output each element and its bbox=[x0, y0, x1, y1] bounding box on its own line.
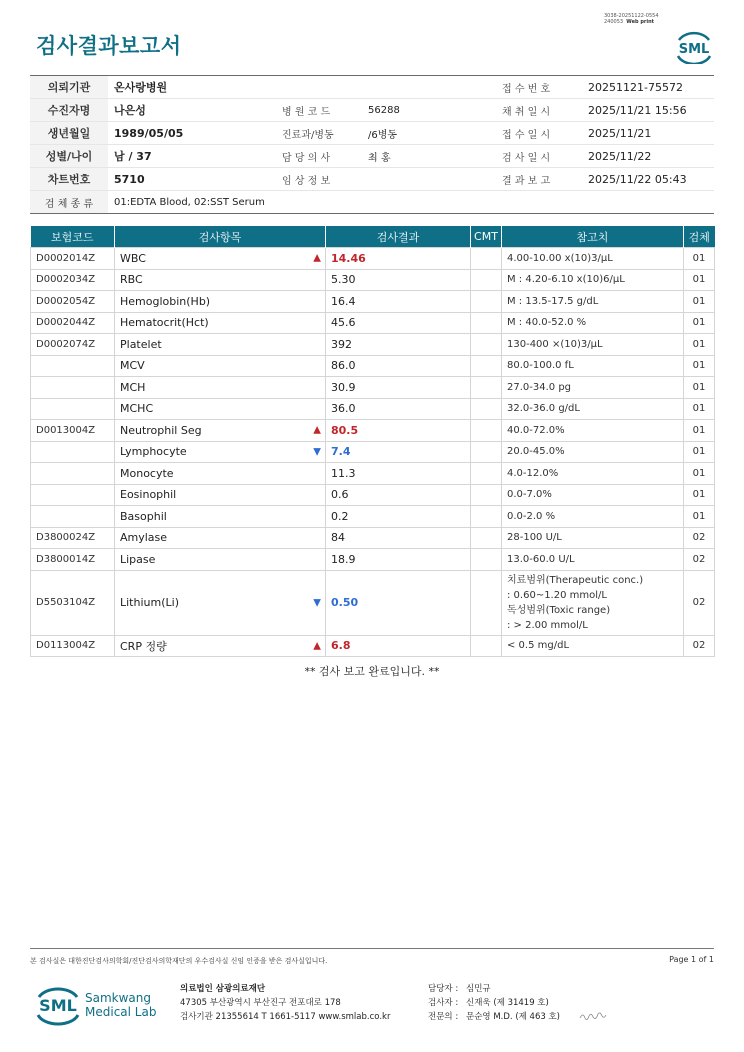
staff-name: 문순영 M.D. (제 463 호) bbox=[466, 1012, 561, 1022]
info-label: 의뢰기관 bbox=[30, 76, 108, 99]
info-value bbox=[362, 76, 494, 99]
info-label: 차트번호 bbox=[30, 168, 108, 191]
insurance-code bbox=[31, 355, 115, 377]
high-flag-icon: ▲ bbox=[313, 252, 321, 264]
specimen-code: 02 bbox=[684, 549, 715, 571]
reference-range: M : 40.0-52.0 % bbox=[502, 312, 684, 334]
staff-name: 심민규 bbox=[466, 984, 491, 994]
patient-info-table bbox=[30, 75, 714, 214]
cmt-cell bbox=[471, 506, 502, 528]
reference-range: M : 4.20-6.10 x(10)6/µL bbox=[502, 269, 684, 291]
reference-line: 치료범위(Therapeutic conc.) bbox=[507, 574, 644, 586]
info-row bbox=[30, 168, 714, 191]
reference-range: 0.0-2.0 % bbox=[502, 506, 684, 528]
info-row bbox=[30, 76, 714, 99]
info-value: 최 홍 bbox=[362, 145, 494, 168]
cmt-cell bbox=[471, 291, 502, 313]
insurance-code bbox=[31, 398, 115, 420]
completion-note: ** 검사 보고 완료입니다. ** bbox=[304, 665, 440, 678]
column-header: 보험코드 bbox=[31, 226, 115, 248]
test-item-name: MCH bbox=[120, 380, 146, 394]
insurance-code: D0002034Z bbox=[31, 269, 115, 291]
cmt-cell bbox=[471, 635, 502, 657]
info-label: 접 수 일 시 bbox=[494, 122, 582, 145]
info-row bbox=[30, 122, 714, 145]
samkwang-logo-icon bbox=[36, 980, 158, 1026]
page-title: 검사결과보고서 bbox=[36, 34, 182, 58]
org-info bbox=[180, 982, 390, 1024]
table-row bbox=[31, 377, 715, 399]
table-row bbox=[31, 463, 715, 485]
info-label: 임 상 정 보 bbox=[274, 168, 362, 191]
info-value: 2025/11/21 bbox=[582, 122, 714, 145]
reference-range: < 0.5 mg/dL bbox=[502, 635, 684, 657]
cmt-cell bbox=[471, 549, 502, 571]
table-row bbox=[31, 420, 715, 442]
test-item-name: MCHC bbox=[120, 402, 154, 416]
column-header: 검사결과 bbox=[326, 226, 471, 248]
specimen-code: 01 bbox=[684, 506, 715, 528]
certification-note: 본 검사실은 대한진단검사의학회/진단검사의학재단의 우수검사실 신임 인증을 받은 검사실입니다. bbox=[30, 957, 328, 965]
logo-top-text: SML bbox=[678, 42, 710, 57]
test-item-name: Monocyte bbox=[120, 466, 174, 480]
info-label bbox=[274, 76, 362, 99]
test-item-name: Hemoglobin(Hb) bbox=[120, 294, 211, 308]
staff-line bbox=[428, 996, 560, 1010]
test-result: 7.4 bbox=[326, 441, 471, 463]
cmt-cell bbox=[471, 398, 502, 420]
test-item bbox=[115, 506, 326, 528]
test-item-name: Lithium(Li) bbox=[120, 596, 179, 609]
insurance-code: D0002044Z bbox=[31, 312, 115, 334]
info-label: 결 과 보 고 bbox=[494, 168, 582, 191]
specimen-label: 검 체 종 류 bbox=[30, 191, 108, 214]
table-row bbox=[31, 269, 715, 291]
insurance-code: D3800014Z bbox=[31, 549, 115, 571]
page-number: Page 1 of 1 bbox=[669, 955, 714, 964]
insurance-code bbox=[31, 463, 115, 485]
test-item bbox=[115, 248, 326, 270]
org-address: 47305 부산광역시 부산진구 전포대로 178 bbox=[180, 998, 341, 1008]
test-result: 0.50 bbox=[326, 570, 471, 635]
info-label: 생년월일 bbox=[30, 122, 108, 145]
reference-range: 28-100 U/L bbox=[502, 527, 684, 549]
table-row bbox=[31, 312, 715, 334]
cmt-cell bbox=[471, 269, 502, 291]
info-value: 2025/11/22 bbox=[582, 145, 714, 168]
info-value: 2025/11/22 05:43 bbox=[582, 168, 714, 191]
insurance-code: D3800024Z bbox=[31, 527, 115, 549]
test-item bbox=[115, 398, 326, 420]
specimen-code: 01 bbox=[684, 248, 715, 270]
info-label: 채 취 일 시 bbox=[494, 99, 582, 122]
info-label: 진료과/병동 bbox=[274, 122, 362, 145]
info-row bbox=[30, 145, 714, 168]
test-item bbox=[115, 549, 326, 571]
specimen-row bbox=[30, 191, 714, 214]
test-item-name: Lipase bbox=[120, 552, 156, 566]
specimen-code: 01 bbox=[684, 441, 715, 463]
specimen-value: 01:EDTA Blood, 02:SST Serum bbox=[108, 191, 714, 214]
test-result: 0.6 bbox=[326, 484, 471, 506]
test-item-name: Amylase bbox=[120, 531, 168, 545]
insurance-code bbox=[31, 506, 115, 528]
table-row bbox=[31, 441, 715, 463]
staff-role: 담당자 : bbox=[428, 984, 459, 994]
insurance-code bbox=[31, 441, 115, 463]
staff-name: 신재욱 (제 31419 호) bbox=[466, 998, 549, 1008]
cmt-cell bbox=[471, 570, 502, 635]
test-item-name: WBC bbox=[120, 251, 146, 265]
table-row bbox=[31, 334, 715, 356]
table-row bbox=[31, 291, 715, 313]
specimen-code: 01 bbox=[684, 377, 715, 399]
org-name: 의료법인 삼광의료재단 bbox=[180, 984, 266, 994]
specimen-code: 02 bbox=[684, 635, 715, 657]
test-item-name: Hematocrit(Hct) bbox=[120, 316, 209, 330]
insurance-code: D0113004Z bbox=[31, 635, 115, 657]
info-value: 56288 bbox=[362, 99, 494, 122]
cmt-cell bbox=[471, 420, 502, 442]
test-item bbox=[115, 570, 326, 635]
test-result: 80.5 bbox=[326, 420, 471, 442]
table-row bbox=[31, 398, 715, 420]
table-row bbox=[31, 527, 715, 549]
info-value: 나은성 bbox=[108, 99, 274, 122]
table-row bbox=[31, 506, 715, 528]
staff-role: 검사자 : bbox=[428, 998, 459, 1008]
column-header: 참고치 bbox=[502, 226, 684, 248]
test-result: 86.0 bbox=[326, 355, 471, 377]
specimen-code: 01 bbox=[684, 312, 715, 334]
test-item bbox=[115, 269, 326, 291]
test-result: 18.9 bbox=[326, 549, 471, 571]
table-row bbox=[31, 484, 715, 506]
org-contact: 검사기관 21355614 T 1661-5117 www.smlab.co.kr bbox=[180, 1012, 391, 1022]
reference-line: : 0.60~1.20 mmol/L bbox=[507, 589, 607, 601]
print-id-line1: 3038-20251122-0554 bbox=[604, 13, 659, 19]
specimen-code: 01 bbox=[684, 398, 715, 420]
info-value: 남 / 37 bbox=[108, 145, 274, 168]
staff-line bbox=[428, 1010, 560, 1024]
test-item bbox=[115, 355, 326, 377]
specimen-code: 02 bbox=[684, 527, 715, 549]
test-item bbox=[115, 334, 326, 356]
high-flag-icon: ▲ bbox=[313, 424, 321, 436]
sml-logo-icon bbox=[674, 26, 714, 64]
test-item bbox=[115, 312, 326, 334]
info-value: 2025/11/21 15:56 bbox=[582, 99, 714, 122]
test-result: 392 bbox=[326, 334, 471, 356]
result-table bbox=[30, 226, 715, 657]
logo-foot-text: SML bbox=[39, 996, 77, 1015]
test-item-name: CRP 정량 bbox=[120, 639, 167, 653]
specimen-code: 01 bbox=[684, 420, 715, 442]
test-item-name: Eosinophil bbox=[120, 488, 177, 502]
info-label: 병 원 코 드 bbox=[274, 99, 362, 122]
table-row bbox=[31, 549, 715, 571]
test-item-name: Neutrophil Seg bbox=[120, 423, 202, 437]
cmt-cell bbox=[471, 484, 502, 506]
column-header: 검체 bbox=[684, 226, 715, 248]
specimen-code: 01 bbox=[684, 291, 715, 313]
cmt-cell bbox=[471, 463, 502, 485]
test-result: 5.30 bbox=[326, 269, 471, 291]
signature-icon bbox=[578, 1010, 608, 1022]
staff-role: 전문의 : bbox=[428, 1012, 459, 1022]
insurance-code: D0013004Z bbox=[31, 420, 115, 442]
specimen-code: 02 bbox=[684, 570, 715, 635]
test-item bbox=[115, 441, 326, 463]
specimen-code: 01 bbox=[684, 355, 715, 377]
test-result: 45.6 bbox=[326, 312, 471, 334]
insurance-code bbox=[31, 484, 115, 506]
test-result: 30.9 bbox=[326, 377, 471, 399]
specimen-code: 01 bbox=[684, 484, 715, 506]
test-item bbox=[115, 377, 326, 399]
logo-line1: Samkwang bbox=[85, 991, 151, 1005]
cmt-cell bbox=[471, 355, 502, 377]
cmt-cell bbox=[471, 248, 502, 270]
reference-range bbox=[502, 570, 684, 635]
table-row bbox=[31, 635, 715, 657]
specimen-code: 01 bbox=[684, 334, 715, 356]
reference-range: 40.0-72.0% bbox=[502, 420, 684, 442]
print-id bbox=[604, 13, 659, 25]
table-row bbox=[31, 355, 715, 377]
info-row bbox=[30, 99, 714, 122]
test-item-name: MCV bbox=[120, 359, 145, 373]
test-result: 36.0 bbox=[326, 398, 471, 420]
reference-line: : > 2.00 mmol/L bbox=[507, 619, 588, 631]
test-item-name: Lymphocyte bbox=[120, 445, 187, 459]
low-flag-icon: ▼ bbox=[313, 597, 321, 608]
test-result: 84 bbox=[326, 527, 471, 549]
reference-range: 4.0-12.0% bbox=[502, 463, 684, 485]
test-item bbox=[115, 291, 326, 313]
test-item bbox=[115, 463, 326, 485]
reference-range: M : 13.5-17.5 g/dL bbox=[502, 291, 684, 313]
table-row bbox=[31, 248, 715, 270]
insurance-code: D0002074Z bbox=[31, 334, 115, 356]
info-value: 1989/05/05 bbox=[108, 122, 274, 145]
info-value: 온사랑병원 bbox=[108, 76, 274, 99]
test-result: 11.3 bbox=[326, 463, 471, 485]
specimen-code: 01 bbox=[684, 269, 715, 291]
insurance-code: D0002054Z bbox=[31, 291, 115, 313]
info-label: 검 사 일 시 bbox=[494, 145, 582, 168]
reference-range: 80.0-100.0 fL bbox=[502, 355, 684, 377]
test-item-name: RBC bbox=[120, 273, 143, 287]
reference-range: 20.0-45.0% bbox=[502, 441, 684, 463]
cmt-cell bbox=[471, 441, 502, 463]
cmt-cell bbox=[471, 334, 502, 356]
reference-line: 독성범위(Toxic range) bbox=[507, 604, 611, 616]
footer-divider bbox=[30, 948, 714, 949]
reference-range: 4.00-10.00 x(10)3/µL bbox=[502, 248, 684, 270]
reference-range: 13.0-60.0 U/L bbox=[502, 549, 684, 571]
info-value: 5710 bbox=[108, 168, 274, 191]
print-id-line2: 240053 bbox=[604, 19, 624, 25]
test-item bbox=[115, 635, 326, 657]
reference-range: 27.0-34.0 pg bbox=[502, 377, 684, 399]
test-item-name: Platelet bbox=[120, 337, 162, 351]
test-item bbox=[115, 484, 326, 506]
column-header: 검사항목 bbox=[115, 226, 326, 248]
test-item bbox=[115, 527, 326, 549]
print-mode: Web print bbox=[626, 19, 655, 25]
test-item bbox=[115, 420, 326, 442]
test-result: 16.4 bbox=[326, 291, 471, 313]
info-label: 수진자명 bbox=[30, 99, 108, 122]
test-result: 0.2 bbox=[326, 506, 471, 528]
info-value bbox=[362, 168, 494, 191]
insurance-code bbox=[31, 377, 115, 399]
cmt-cell bbox=[471, 527, 502, 549]
cmt-cell bbox=[471, 312, 502, 334]
insurance-code: D0002014Z bbox=[31, 248, 115, 270]
table-row bbox=[31, 570, 715, 635]
info-value: 20251121-75572 bbox=[582, 76, 714, 99]
reference-range: 0.0-7.0% bbox=[502, 484, 684, 506]
insurance-code: D5503104Z bbox=[31, 570, 115, 635]
info-label: 성별/나이 bbox=[30, 145, 108, 168]
reference-range: 32.0-36.0 g/dL bbox=[502, 398, 684, 420]
info-label: 담 당 의 사 bbox=[274, 145, 362, 168]
info-label: 접 수 번 호 bbox=[494, 76, 582, 99]
high-flag-icon: ▲ bbox=[313, 640, 321, 652]
low-flag-icon: ▼ bbox=[313, 446, 321, 458]
specimen-code: 01 bbox=[684, 463, 715, 485]
reference-range: 130-400 ×(10)3/µL bbox=[502, 334, 684, 356]
info-value: /6병동 bbox=[362, 122, 494, 145]
cmt-cell bbox=[471, 377, 502, 399]
logo-line2: Medical Lab bbox=[85, 1005, 157, 1019]
staff-info bbox=[428, 982, 560, 1024]
column-header: CMT bbox=[471, 226, 502, 248]
staff-line bbox=[428, 982, 560, 996]
test-item-name: Basophil bbox=[120, 509, 167, 523]
test-result: 14.46 bbox=[326, 248, 471, 270]
test-result: 6.8 bbox=[326, 635, 471, 657]
